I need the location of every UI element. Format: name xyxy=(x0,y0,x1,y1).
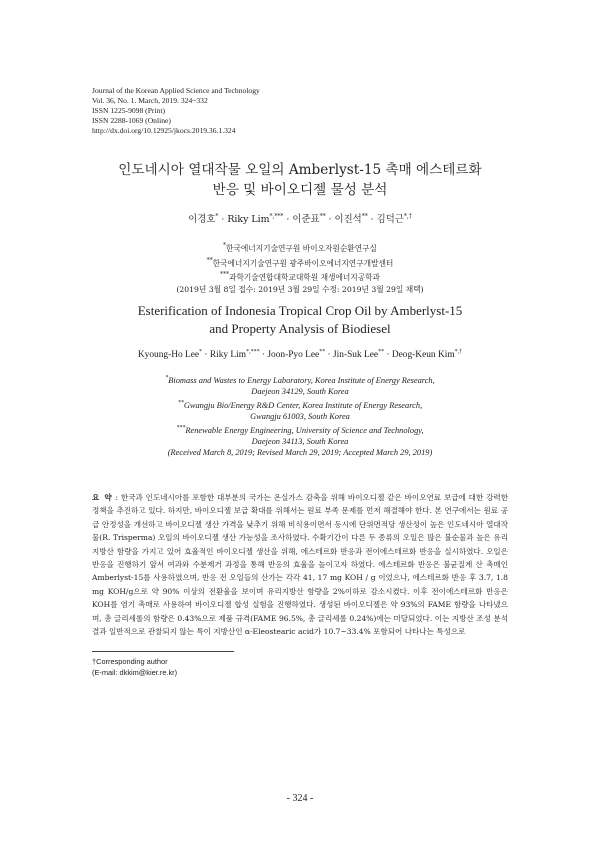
author-separator: · xyxy=(386,350,390,360)
korean-affiliations xyxy=(60,240,540,295)
affiliation-item xyxy=(60,255,540,270)
author-mark: *,*** xyxy=(246,349,260,355)
author-mark: *,† xyxy=(403,213,412,220)
corresponding-email[interactable]: (E-mail: dkkim@kier.re.kr) xyxy=(92,668,178,677)
issn-online: ISSN 2288-1069 (Online) xyxy=(92,116,171,125)
author-name: Deog-Keun Kim xyxy=(391,350,455,360)
affiliation-text: Biomass and Wastes to Energy Laboratory, Korea Institute of Energy Research, xyxy=(168,376,435,385)
page-number: - 324 - xyxy=(286,793,314,804)
author-separator: · xyxy=(327,350,331,360)
affiliation-mark: *** xyxy=(220,271,230,279)
affiliation-mark: ** xyxy=(206,256,213,264)
author-name: Jin-Suk Lee xyxy=(333,350,379,360)
author-separator: · xyxy=(328,214,332,225)
author-name: Riky Lim xyxy=(227,214,270,225)
affiliation-mark: *** xyxy=(176,424,186,431)
author-name: 이준표 xyxy=(292,214,320,225)
affiliation-mark: * xyxy=(223,242,227,249)
affiliation-text: 한국에너지기술연구원 바이오자원순환연구실 xyxy=(226,244,377,253)
author-mark: *,† xyxy=(454,349,463,355)
english-title-line1: Esterification of Indonesia Tropical Crop Oil by Amberlyst-15 xyxy=(137,303,463,318)
affiliation-text: 한국에너지기술연구원 광주바이오에너지연구개발센터 xyxy=(212,258,394,268)
author-separator: · xyxy=(204,350,208,360)
korean-title-line2: 반응 및 바이오디젤 물성 분석 xyxy=(212,182,388,198)
author-name: Joon-Pyo Lee xyxy=(267,350,320,360)
author-separator: · xyxy=(370,214,374,225)
affiliation-item xyxy=(60,269,540,284)
affiliation-line: Gwangju 61003, South Korea xyxy=(250,412,350,422)
affiliation-line xyxy=(60,398,540,411)
english-title-line2: and Property Analysis of Biodiesel xyxy=(209,321,391,336)
journal-volume: Vol. 36, No. 1. March, 2019. 324~332 xyxy=(92,96,208,105)
korean-title xyxy=(60,160,540,200)
korean-dates: (2019년 3월 8일 접수: 2019년 3월 29일 수정: 2019년 3월 29일 채택) xyxy=(176,284,424,294)
author-separator: · xyxy=(261,350,266,360)
author-separator: · xyxy=(286,214,290,225)
author-name: 이경호 xyxy=(188,214,216,225)
affiliation-line: Daejeon 34113, South Korea xyxy=(251,437,349,447)
author-name: Riky Lim xyxy=(209,350,247,360)
author-mark: ** xyxy=(378,349,385,355)
author-mark: ** xyxy=(319,213,326,220)
footnote xyxy=(92,656,177,678)
corresponding-author: †Corresponding author xyxy=(92,657,168,666)
korean-abstract xyxy=(92,491,508,638)
footnote-divider xyxy=(92,651,234,652)
korean-authors xyxy=(60,211,540,226)
journal-name: Journal of the Korean Applied Science and Technology xyxy=(92,86,260,95)
affiliation-text: Gwangju Bio/Energy R&D Center, Korea Institute of Energy Research, xyxy=(183,400,423,410)
doi-link[interactable]: http://dx.doi.org/10.12925/jkocs.2019.36.1.324 xyxy=(92,126,236,135)
author-mark: * xyxy=(215,213,219,220)
author-separator: · xyxy=(221,214,225,225)
english-affiliations xyxy=(60,373,540,459)
abstract-text: : 한국과 인도네시아를 포함한 대부분의 국가는 온실가스 감축을 위해 바이오디젤 같은 바이오연료 보급에 대한 강력한 정책을 추진하고 있다. 하지만, 바이오디젤 보급 확대를 위해서는 원료 부족 문제를 먼저 해결해야 한다. 본 연구에서는 원료 공급 안정성을 개선하고 바이오디젤 생산 가격을 낮추기 위해 비식용이면서 동시에 단위면적당 생산성이 높은 인도네시아 열대작물(R. Trisperma) 오일의 바이오디젤 생산 가능성을 조사하였다. 수확기간이 다른 두 종류의 오일은 많은 불순물과 높은 유리지방산 함량을 가지고 있어 효율적인 바이오디젤 생산을 위해, 에스테르화 반응과 전이에스테르화 반응을 실시하였다. 오일은 반응을 진행하기 앞서 여과와 수분제거 과정을 통해 반응의 효율을 높이고자 하였다. 에스테르화 반응은 불균질계 산 촉매인 Amberlyst-15를 사용하였으며, 반응 전 오일들의 산가는 각각 41, 17 mg KOH / g 이었으나, 에스테르화 반응 후 3.7, 1.8 mg KOH/g으로 약 90% 이상의 전환율을 보이며 유리지방산 함량을 2%이하로 감소시켰다. 이후 전이에스테르화 반응은 KOH를 염기 촉매로 사용하여 바이오디젤 합성 실험을 진행하였다. 생성된 바이오디젤은 약 93%의 FAME 함량을 나타냈으며, 총 글리세롤의 함량은 0.43%으로 제품 규격(FAME 96.5%, 총 글리세롤 0.24%)에는 미달되었다. 이는 지방산 조성 분석 결과 일반적으로 관찰되지 않는 특이 지방산인 α-Eleostearic acid가 10.7~33.4% 포함되어 나타나는 특성으로 xyxy=(92,493,508,637)
english-dates: (Received March 8, 2019; Revised March 29, 2019; Accepted March 29, 2019) xyxy=(167,448,433,458)
english-authors xyxy=(40,346,560,361)
affiliation-text: Renewable Energy Engineering, University of Science and Technology, xyxy=(185,425,424,435)
english-title xyxy=(60,302,540,338)
journal-info xyxy=(92,86,260,136)
author-name: Kyoung-Ho Lee xyxy=(137,350,200,360)
korean-title-line1: 인도네시아 열대작물 오일의 Amberlyst-15 촉매 에스테르화 xyxy=(118,162,482,178)
author-mark: * xyxy=(199,349,203,355)
affiliation-item xyxy=(60,240,540,255)
abstract-label: 요 약 xyxy=(92,493,113,502)
author-mark: ** xyxy=(361,213,368,220)
affiliation-mark: * xyxy=(165,375,169,381)
author-mark: *,*** xyxy=(269,213,284,220)
affiliation-mark: ** xyxy=(177,399,184,406)
author-name: 이진석 xyxy=(334,214,362,225)
issn-print: ISSN 1225-9098 (Print) xyxy=(92,106,165,115)
author-mark: ** xyxy=(319,349,326,355)
affiliation-line xyxy=(60,373,540,386)
affiliation-text: 과학기술연합대학교대학원 재생에너지공학과 xyxy=(229,273,380,283)
author-name: 김덕근 xyxy=(376,214,404,225)
affiliation-line: Daejeon 34129, South Korea xyxy=(251,387,349,397)
affiliation-line xyxy=(60,423,540,436)
